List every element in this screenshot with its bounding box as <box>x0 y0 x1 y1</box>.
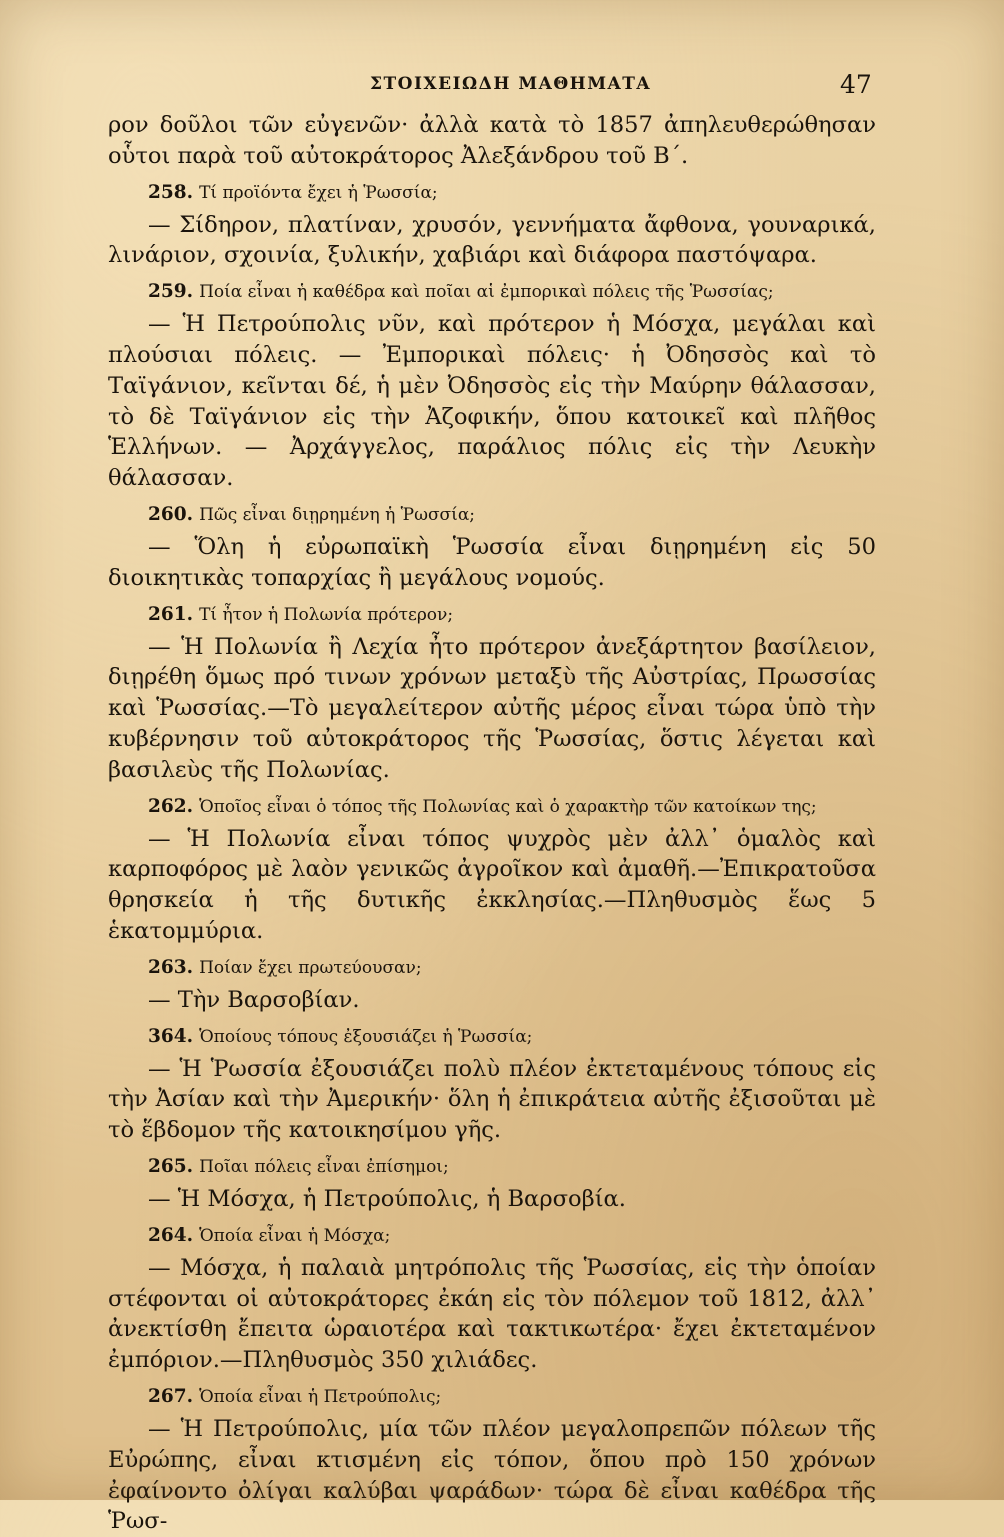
question-line <box>108 278 876 306</box>
question-line <box>108 1023 876 1051</box>
page-number: 47 <box>840 70 872 99</box>
question-line <box>108 1383 876 1411</box>
question-line <box>108 601 876 629</box>
entry-263 <box>108 954 876 1016</box>
question-line <box>108 1153 876 1181</box>
entry-265 <box>108 1153 876 1215</box>
question-text: Τί ἦτον ἡ Πολωνία πρότερον; <box>199 604 454 625</box>
question-line <box>108 1222 876 1250</box>
intro-paragraph: ρον δοῦλοι τῶν εὐγενῶν· ἀλλὰ κατὰ τὸ 1857 ἀπηλευθερώθησαν οὗτοι παρὰ τοῦ αὐτοκράτορος Ἀλεξάνδρου τοῦ Β΄. <box>108 112 876 169</box>
entry-364 <box>108 1023 876 1146</box>
page-body <box>108 110 876 1535</box>
answer-text: — Ἡ Πετρούπολις νῦν, καὶ πρότερον ἡ Μόσχα, μεγάλαι καὶ πλούσιαι πόλεις. — Ἐμπορικαὶ πόλεις· ἡ Ὀδησσὸς καὶ τὸ Ταϊγάνιον, κεῖνται δέ, ἡ μὲν Ὀδησσὸς εἰς τὴν Μαύρην θάλασσαν, τὸ δὲ Ταϊγάνιον εἰς τὴν Ἀζοφικήν, ὅπου κατοικεῖ καὶ πλῆθος Ἑλλήνων. — Ἀρχάγγελος, παράλιος πόλις εἰς τὴν Λευκὴν θάλασσαν. <box>108 311 876 492</box>
question-text: Ποία εἶναι ἡ καθέδρα καὶ ποῖαι αἱ ἐμπορικαὶ πόλεις τῆς Ῥωσσίας; <box>199 282 774 303</box>
question-text: Ποῖαι πόλεις εἶναι ἐπίσημοι; <box>199 1156 449 1177</box>
answer-text: — Ἡ Πολωνία εἶναι τόπος ψυχρὸς μὲν ἀλλ᾽ ὁμαλὸς καὶ καρποφόρος μὲ λαὸν γενικῶς ἀγροῖκον καὶ ἀμαθῆ.—Ἐπικρατοῦσα θρησκεία ἡ τῆς δυτικῆς ἐκκλησίας.—Πληθυσμὸς ἕως 5 ἑκατομμύρια. <box>108 825 876 944</box>
question-line <box>108 179 876 207</box>
answer-text: — Ἡ Πετρούπολις, μία τῶν πλέον μεγαλοπρεπῶν πόλεων τῆς Εὐρώπης, εἶναι κτισμένη εἰς τόπον, ὅπου πρὸ 150 χρόνων ἐφαίνοντο ὀλίγαι καλύβαι ψαράδων· τώρα δὲ εἶναι καθέδρα τῆς Ῥωσ- <box>108 1415 876 1535</box>
answer-text: — Σίδηρον, πλατίναν, χρυσόν, γεννήματα ἄφθονα, γουναρικά, λινάριον, σχοινία, ξυλικήν, χαβιάρι καὶ διάφορα παστόψαρα. <box>108 211 876 269</box>
question-line <box>108 793 876 821</box>
answer-text: — Μόσχα, ἡ παλαιὰ μητρόπολις τῆς Ῥωσσίας, εἰς τὴν ὁποίαν στέφονται οἱ αὐτοκράτορες ἐκάη εἰς τὸν πόλεμον τοῦ 1812, ἀλλ᾽ ἀνεκτίσθη ἔπειτα ὡραιοτέρα καὶ τακτικωτέρα· ἔχει ἐκτεταμένον ἐμπόριον.—Πληθυσμὸς 350 χιλιάδες. <box>108 1254 876 1374</box>
answer-text: — Τὴν Βαρσοβίαν. <box>148 986 360 1013</box>
question-number: 258. <box>148 181 194 203</box>
question-text: Ὁποία εἶναι ἡ Πετρούπολις; <box>199 1386 442 1407</box>
question-text: Ὁποία εἶναι ἡ Μόσχα; <box>199 1225 391 1246</box>
question-number: 260. <box>148 503 194 525</box>
question-line <box>108 954 876 982</box>
answer-text: — Ἡ Ῥωσσία ἐξουσιάζει πολὺ πλέον ἐκτεταμένους τόπους εἰς τὴν Ἀσίαν καὶ τὴν Ἀμερικήν· ὅλη ἡ ἐπικράτεια αὐτῆς ἐξισοῦται μὲ τὸ ἕβδομον τῆς κατοικησίμου γῆς. <box>108 1055 876 1144</box>
answer-text: — Ἡ Πολωνία ἢ Λεχία ἦτο πρότερον ἀνεξάρτητον βασίλειον, διῃρέθη ὅμως πρό τινων χρόνων μεταξὺ τῆς Αὐστρίας, Πρωσσίας καὶ Ῥωσσίας.—Τὸ μεγαλείτερον αὐτῆς μέρος εἶναι τώρα ὑπὸ τὴν κυβέρνησιν τοῦ αὐτοκράτορος τῆς Ῥωσσίας, ὅστις λέγεται καὶ βασιλεὺς τῆς Πολωνίας. <box>108 633 876 783</box>
question-number: 259. <box>148 281 194 303</box>
entry-261 <box>108 601 876 786</box>
question-text: Ποίαν ἔχει πρωτεύουσαν; <box>199 957 422 978</box>
entry-264 <box>108 1222 876 1376</box>
question-number: 261. <box>148 603 194 625</box>
entry-260 <box>108 501 876 594</box>
question-number: 264. <box>148 1224 194 1246</box>
question-text: Τί προϊόντα ἔχει ἡ Ῥωσσία; <box>199 182 438 203</box>
question-text: Πῶς εἶναι διῃρημένη ἡ Ῥωσσία; <box>199 504 476 525</box>
question-line <box>108 501 876 529</box>
question-number: 267. <box>148 1385 194 1407</box>
question-text: Ὁποίους τόπους ἐξουσιάζει ἡ Ῥωσσία; <box>199 1026 533 1047</box>
answer-text: — Ἡ Μόσχα, ἡ Πετρούπολις, ἡ Βαρσοβία. <box>148 1185 626 1212</box>
entry-262 <box>108 793 876 947</box>
entry-259 <box>108 278 876 494</box>
entry-267 <box>108 1383 876 1537</box>
answer-text: — Ὅλη ἡ εὐρωπαϊκὴ Ῥωσσία εἶναι διῃρημένη εἰς 50 διοικητικὰς τοπαρχίας ἢ μεγάλους νομούς. <box>108 533 876 591</box>
question-number: 364. <box>148 1025 194 1047</box>
running-title: ΣΤΟΙΧΕΙΩΔΗ ΜΑΘΗΜΑΤΑ <box>370 74 652 94</box>
question-number: 262. <box>148 795 194 817</box>
question-text: Ὁποῖος εἶναι ὁ τόπος τῆς Πολωνίας καὶ ὁ χαρακτὴρ τῶν κατοίκων της; <box>199 796 817 817</box>
entry-258 <box>108 179 876 272</box>
page-header <box>0 70 1004 100</box>
question-number: 263. <box>148 956 194 978</box>
question-number: 265. <box>148 1155 194 1177</box>
